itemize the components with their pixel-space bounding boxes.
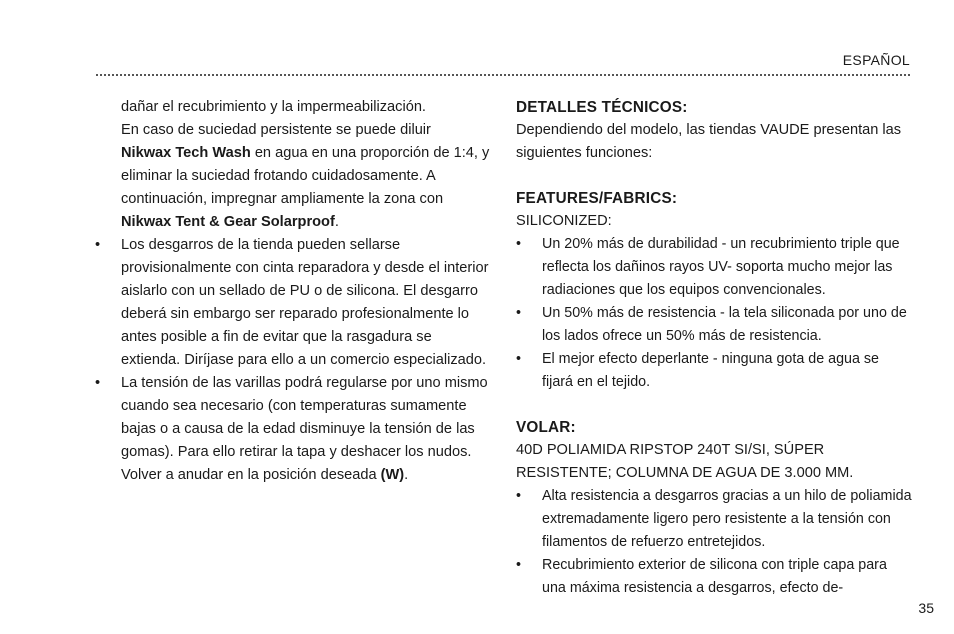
volar-heading: VOLAR: (516, 419, 576, 436)
volar-spec: 40D POLIAMIDA RIPSTOP 240T SI/SI, SÚPER RESISTENTE; COLUMNA DE AGUA DE 3.000 MM. (516, 442, 854, 481)
features-heading: FEATURES/FABRICS: (516, 190, 678, 207)
figure-ref-w: (W) (380, 467, 405, 483)
bullet-icon: • (516, 351, 522, 367)
list-item (516, 554, 912, 600)
bullet-icon: • (516, 557, 522, 573)
paragraph-2-text-c: en agua en una proporción de 1:4, y eliminar la suciedad frotando cuidadosamente. A continuación, impregnar ampliamente la zona con (121, 145, 490, 207)
list-item (95, 372, 493, 487)
paragraph-2-text-e: . (334, 214, 339, 230)
list-item-text: El mejor efecto deperlante - ninguna gota de agua se fijará en el tejido. (542, 351, 880, 390)
bullet-icon: • (516, 236, 522, 252)
bullet-icon: • (95, 375, 101, 391)
bullet-text-c: . (404, 467, 409, 483)
list-item (516, 485, 912, 554)
language-label: ESPAÑOL (842, 52, 910, 68)
list-item-text: Recubrimiento exterior de silicona con triple capa para una máxima resistencia a desgarros, efecto de- (542, 557, 887, 596)
siliconized-list (516, 233, 912, 394)
product-tech-wash: Nikwax Tech Wash (121, 145, 251, 161)
page-number: 35 (918, 600, 934, 616)
list-item-text: Un 20% más de durabilidad - un recubrimiento triple que reflecta los dañinos rayos UV- soporta mucho mejor las radiaciones que los equipos convencionales. (542, 236, 900, 298)
right-column (516, 96, 912, 600)
bullet-text-a: La tensión de las varillas podrá regularse por uno mismo cuando sea necesario (con temperaturas sumamente bajas o a causa de la edad disminuye la tensión de las gomas). Para ello retirar la tapa y deshacer los nudos. Volver a anudar en la posición deseada (121, 375, 488, 483)
left-column (95, 96, 493, 487)
bullet-text: Los desgarros de la tienda pueden sellarse provisionalmente con cinta reparadora y desde el interior aislarlo con un sellado de PU o de silicona. El desgarro deberá sin embargo ser reparado profesionalmente lo antes posible a fin de evitar que la rasgadura se extienda. Diríjase para ello a un comercio especializado. (121, 237, 489, 368)
list-item (516, 302, 912, 348)
list-item-text: Un 50% más de resistencia - la tela siliconada por uno de los lados ofrece un 50% más de resistencia. (542, 305, 907, 344)
paragraph-2 (121, 119, 493, 234)
paragraph-2-text-a: En caso de suciedad persistente se puede diluir (121, 122, 431, 138)
list-item (95, 234, 493, 372)
care-list (95, 234, 493, 487)
paragraph-1: dañar el recubrimiento y la impermeabilización. (121, 99, 426, 115)
bullet-icon: • (95, 237, 101, 253)
detalles-text: Dependiendo del modelo, las tiendas VAUDE presentan las siguientes funciones: (516, 122, 902, 161)
product-solarproof: Nikwax Tent & Gear Solarproof (121, 214, 335, 230)
siliconized-label: SILICONIZED: (516, 213, 612, 229)
dotted-divider (96, 74, 910, 76)
list-item (516, 233, 912, 302)
bullet-icon: • (516, 488, 522, 504)
detalles-heading: DETALLES TÉCNICOS: (516, 99, 688, 116)
list-item-text: Alta resistencia a desgarros gracias a un hilo de poliamida extremadamente ligero pero resistente a la tensión con filamentos de refuerzo entretejidos. (542, 488, 912, 550)
bullet-icon: • (516, 305, 522, 321)
volar-list (516, 485, 912, 600)
list-item (516, 348, 912, 394)
